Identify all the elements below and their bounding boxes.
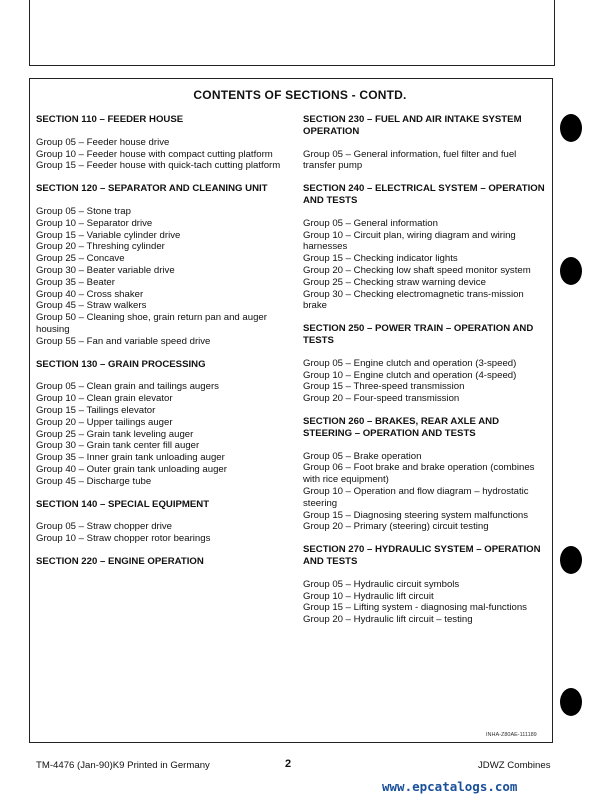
group-item: Group 06 – Foot brake and brake operation (combines with rice equipment)	[303, 462, 535, 486]
group-item: Group 05 – Hydraulic circuit symbols	[303, 578, 460, 590]
section-heading: SECTION 220 – ENGINE OPERATION	[36, 555, 204, 567]
group-item: Group 30 – Grain tank center fill auger	[36, 440, 200, 452]
group-item: Group 10 – Clean grain elevator	[36, 393, 173, 405]
group-item: Group 15 – Feeder house with quick-tach cutting platform	[36, 160, 281, 172]
section-heading: SECTION 240 – ELECTRICAL SYSTEM – OPERATION AND TESTS	[303, 183, 545, 206]
binder-hole	[560, 257, 582, 285]
top-border-left	[29, 0, 30, 66]
group-list	[303, 358, 548, 405]
group-item: Group 15 – Variable cylinder drive	[36, 229, 181, 241]
group-item: Group 10 – Straw chopper rotor bearings	[36, 533, 211, 545]
top-border-bottom	[29, 65, 555, 66]
group-list	[36, 206, 286, 348]
group-item: Group 40 – Cross shaker	[36, 288, 144, 300]
group-list	[303, 218, 548, 312]
group-item: Group 50 – Cleaning shoe, grain return pan and auger housing	[36, 312, 267, 335]
group-item: Group 05 – General information, fuel filter and fuel transfer pump	[303, 148, 517, 172]
group-item: Group 05 – Brake operation	[303, 450, 422, 462]
reference-code: INHA-Z80AE-111189	[486, 732, 537, 738]
top-border-right	[554, 0, 555, 66]
section-heading: SECTION 260 – BRAKES, REAR AXLE AND STEERING – OPERATION AND TESTS	[303, 415, 499, 439]
binder-hole	[560, 546, 582, 574]
section-heading: SECTION 230 – FUEL AND AIR INTAKE SYSTEM OPERATION	[303, 114, 522, 137]
group-item: Group 10 – Engine clutch and operation (4-speed)	[303, 369, 517, 381]
section-heading: SECTION 110 – FEEDER HOUSE	[36, 114, 184, 125]
group-item: Group 20 – Four-speed transmission	[303, 393, 460, 405]
left-column	[36, 114, 286, 579]
group-list	[36, 137, 286, 172]
page-title: CONTENTS OF SECTIONS - CONTD.	[193, 88, 407, 102]
group-item: Group 15 – Lifting system - diagnosing mal-functions	[303, 602, 527, 614]
group-item: Group 10 – Hydraulic lift circuit	[303, 590, 434, 602]
group-item: Group 05 – Feeder house drive	[36, 136, 170, 148]
group-list	[303, 451, 548, 534]
group-item: Group 05 – Clean grain and tailings augers	[36, 381, 219, 393]
group-item: Group 15 – Tailings elevator	[36, 404, 156, 416]
group-item: Group 25 – Checking straw warning device	[303, 276, 486, 288]
binder-hole	[560, 688, 582, 716]
group-item: Group 25 – Grain tank leveling auger	[36, 428, 194, 440]
section-heading: SECTION 250 – POWER TRAIN – OPERATION AND TESTS	[303, 323, 534, 346]
group-item: Group 20 – Threshing cylinder	[36, 241, 165, 253]
section-heading: SECTION 140 – SPECIAL EQUIPMENT	[36, 498, 210, 510]
group-item: Group 45 – Straw walkers	[36, 300, 147, 312]
group-item: Group 25 – Concave	[36, 253, 125, 265]
group-item: Group 05 – Straw chopper drive	[36, 521, 172, 533]
group-item: Group 05 – General information	[303, 217, 438, 229]
right-column	[303, 114, 548, 637]
group-item: Group 20 – Upper tailings auger	[36, 416, 173, 428]
group-item: Group 35 – Beater	[36, 276, 115, 288]
group-item: Group 10 – Feeder house with compact cutting platform	[36, 148, 273, 160]
group-item: Group 10 – Separator drive	[36, 217, 153, 229]
group-list	[303, 149, 548, 173]
group-item: Group 05 – Stone trap	[36, 205, 131, 217]
group-item: Group 20 – Primary (steering) circuit testing	[303, 521, 489, 533]
group-item: Group 20 – Checking low shaft speed monitor system	[303, 264, 531, 276]
group-item: Group 15 – Diagnosing steering system malfunctions	[303, 509, 529, 521]
group-item: Group 05 – Engine clutch and operation (3-speed)	[303, 357, 517, 369]
group-list	[36, 521, 286, 545]
group-item: Group 15 – Three-speed transmission	[303, 381, 465, 393]
section-heading: SECTION 270 – HYDRAULIC SYSTEM – OPERATION AND TESTS	[303, 544, 541, 567]
group-list	[36, 381, 286, 487]
binder-hole	[560, 114, 582, 142]
group-item: Group 30 – Checking electromagnetic trans-mission brake	[303, 288, 524, 312]
page-number: 2	[285, 758, 292, 770]
group-item: Group 15 – Checking indicator lights	[303, 253, 458, 265]
footer-left: TM-4476 (Jan-90)K9 Printed in Germany	[36, 760, 210, 771]
group-item: Group 10 – Operation and flow diagram – hydrostatic steering	[303, 485, 529, 509]
group-item: Group 55 – Fan and variable speed drive	[36, 335, 211, 347]
group-item: Group 40 – Outer grain tank unloading auger	[36, 463, 227, 475]
group-item: Group 10 – Circuit plan, wiring diagram and wiring harnesses	[303, 229, 516, 253]
watermark: www.epcatalogs.com	[382, 779, 518, 794]
footer-right: JDWZ Combines	[478, 760, 551, 771]
section-heading: SECTION 130 – GRAIN PROCESSING	[36, 358, 206, 370]
section-heading: SECTION 120 – SEPARATOR AND CLEANING UNIT	[36, 183, 268, 195]
group-item: Group 35 – Inner grain tank unloading auger	[36, 452, 225, 464]
group-item: Group 30 – Beater variable drive	[36, 264, 175, 276]
group-list	[303, 579, 548, 626]
group-item: Group 45 – Discharge tube	[36, 475, 152, 487]
group-item: Group 20 – Hydraulic lift circuit – testing	[303, 614, 473, 626]
